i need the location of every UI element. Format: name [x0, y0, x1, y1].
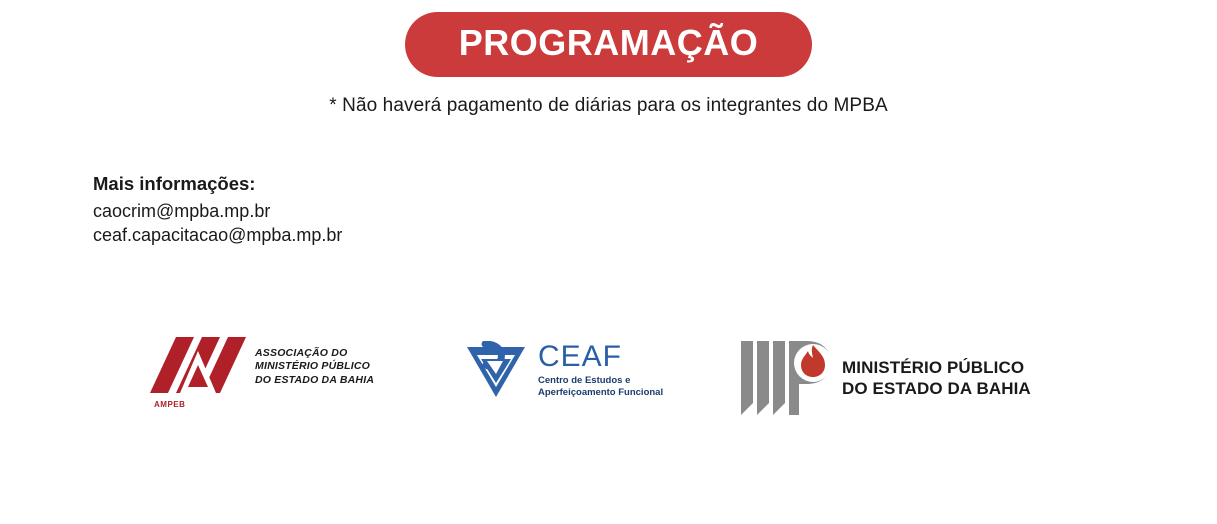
ampeb-logo-icon: AMPEB	[150, 331, 246, 403]
ceaf-line-2: Aperfeiçoamento Funcional	[538, 386, 664, 398]
logo-strip	[0, 325, 1217, 435]
ampeb-logo-text	[255, 347, 374, 387]
ceaf-subtitle	[538, 375, 663, 399]
contact-block	[93, 172, 342, 248]
mpba-line-1: MINISTÉRIO PÚBLICO	[842, 357, 1025, 377]
ceaf-line-1: Centro de Estudos e	[538, 374, 631, 386]
page-title: PROGRAMAÇÃO	[405, 12, 813, 77]
mpba-logo-text	[842, 357, 1031, 400]
mpba-line-2: DO ESTADO DA BAHIA	[842, 379, 1031, 398]
ceaf-logo-text	[538, 340, 664, 398]
logo-ceaf	[463, 341, 663, 401]
ampeb-line-2: MINISTÉRIO PÚBLICO	[255, 360, 371, 373]
disclaimer-note: * Não haverá pagamento de diárias para os integrantes do MPBA	[329, 95, 888, 116]
contact-email-ceaf[interactable]: ceaf.capacitacao@mpba.mp.br	[93, 225, 343, 246]
page-title-container	[0, 12, 1217, 77]
logo-ampeb	[150, 331, 375, 409]
ampeb-line-3: DO ESTADO DA BAHIA	[255, 373, 375, 386]
ceaf-logo-icon	[463, 341, 529, 401]
mpba-logo-icon	[737, 333, 833, 423]
ceaf-wordmark: CEAF	[538, 340, 623, 374]
logo-mpba	[737, 333, 1031, 423]
ampeb-line-1: ASSOCIAÇÃO DO	[255, 346, 348, 359]
contact-email-caocrim[interactable]: caocrim@mpba.mp.br	[93, 200, 271, 221]
contact-heading: Mais informações:	[93, 173, 256, 194]
